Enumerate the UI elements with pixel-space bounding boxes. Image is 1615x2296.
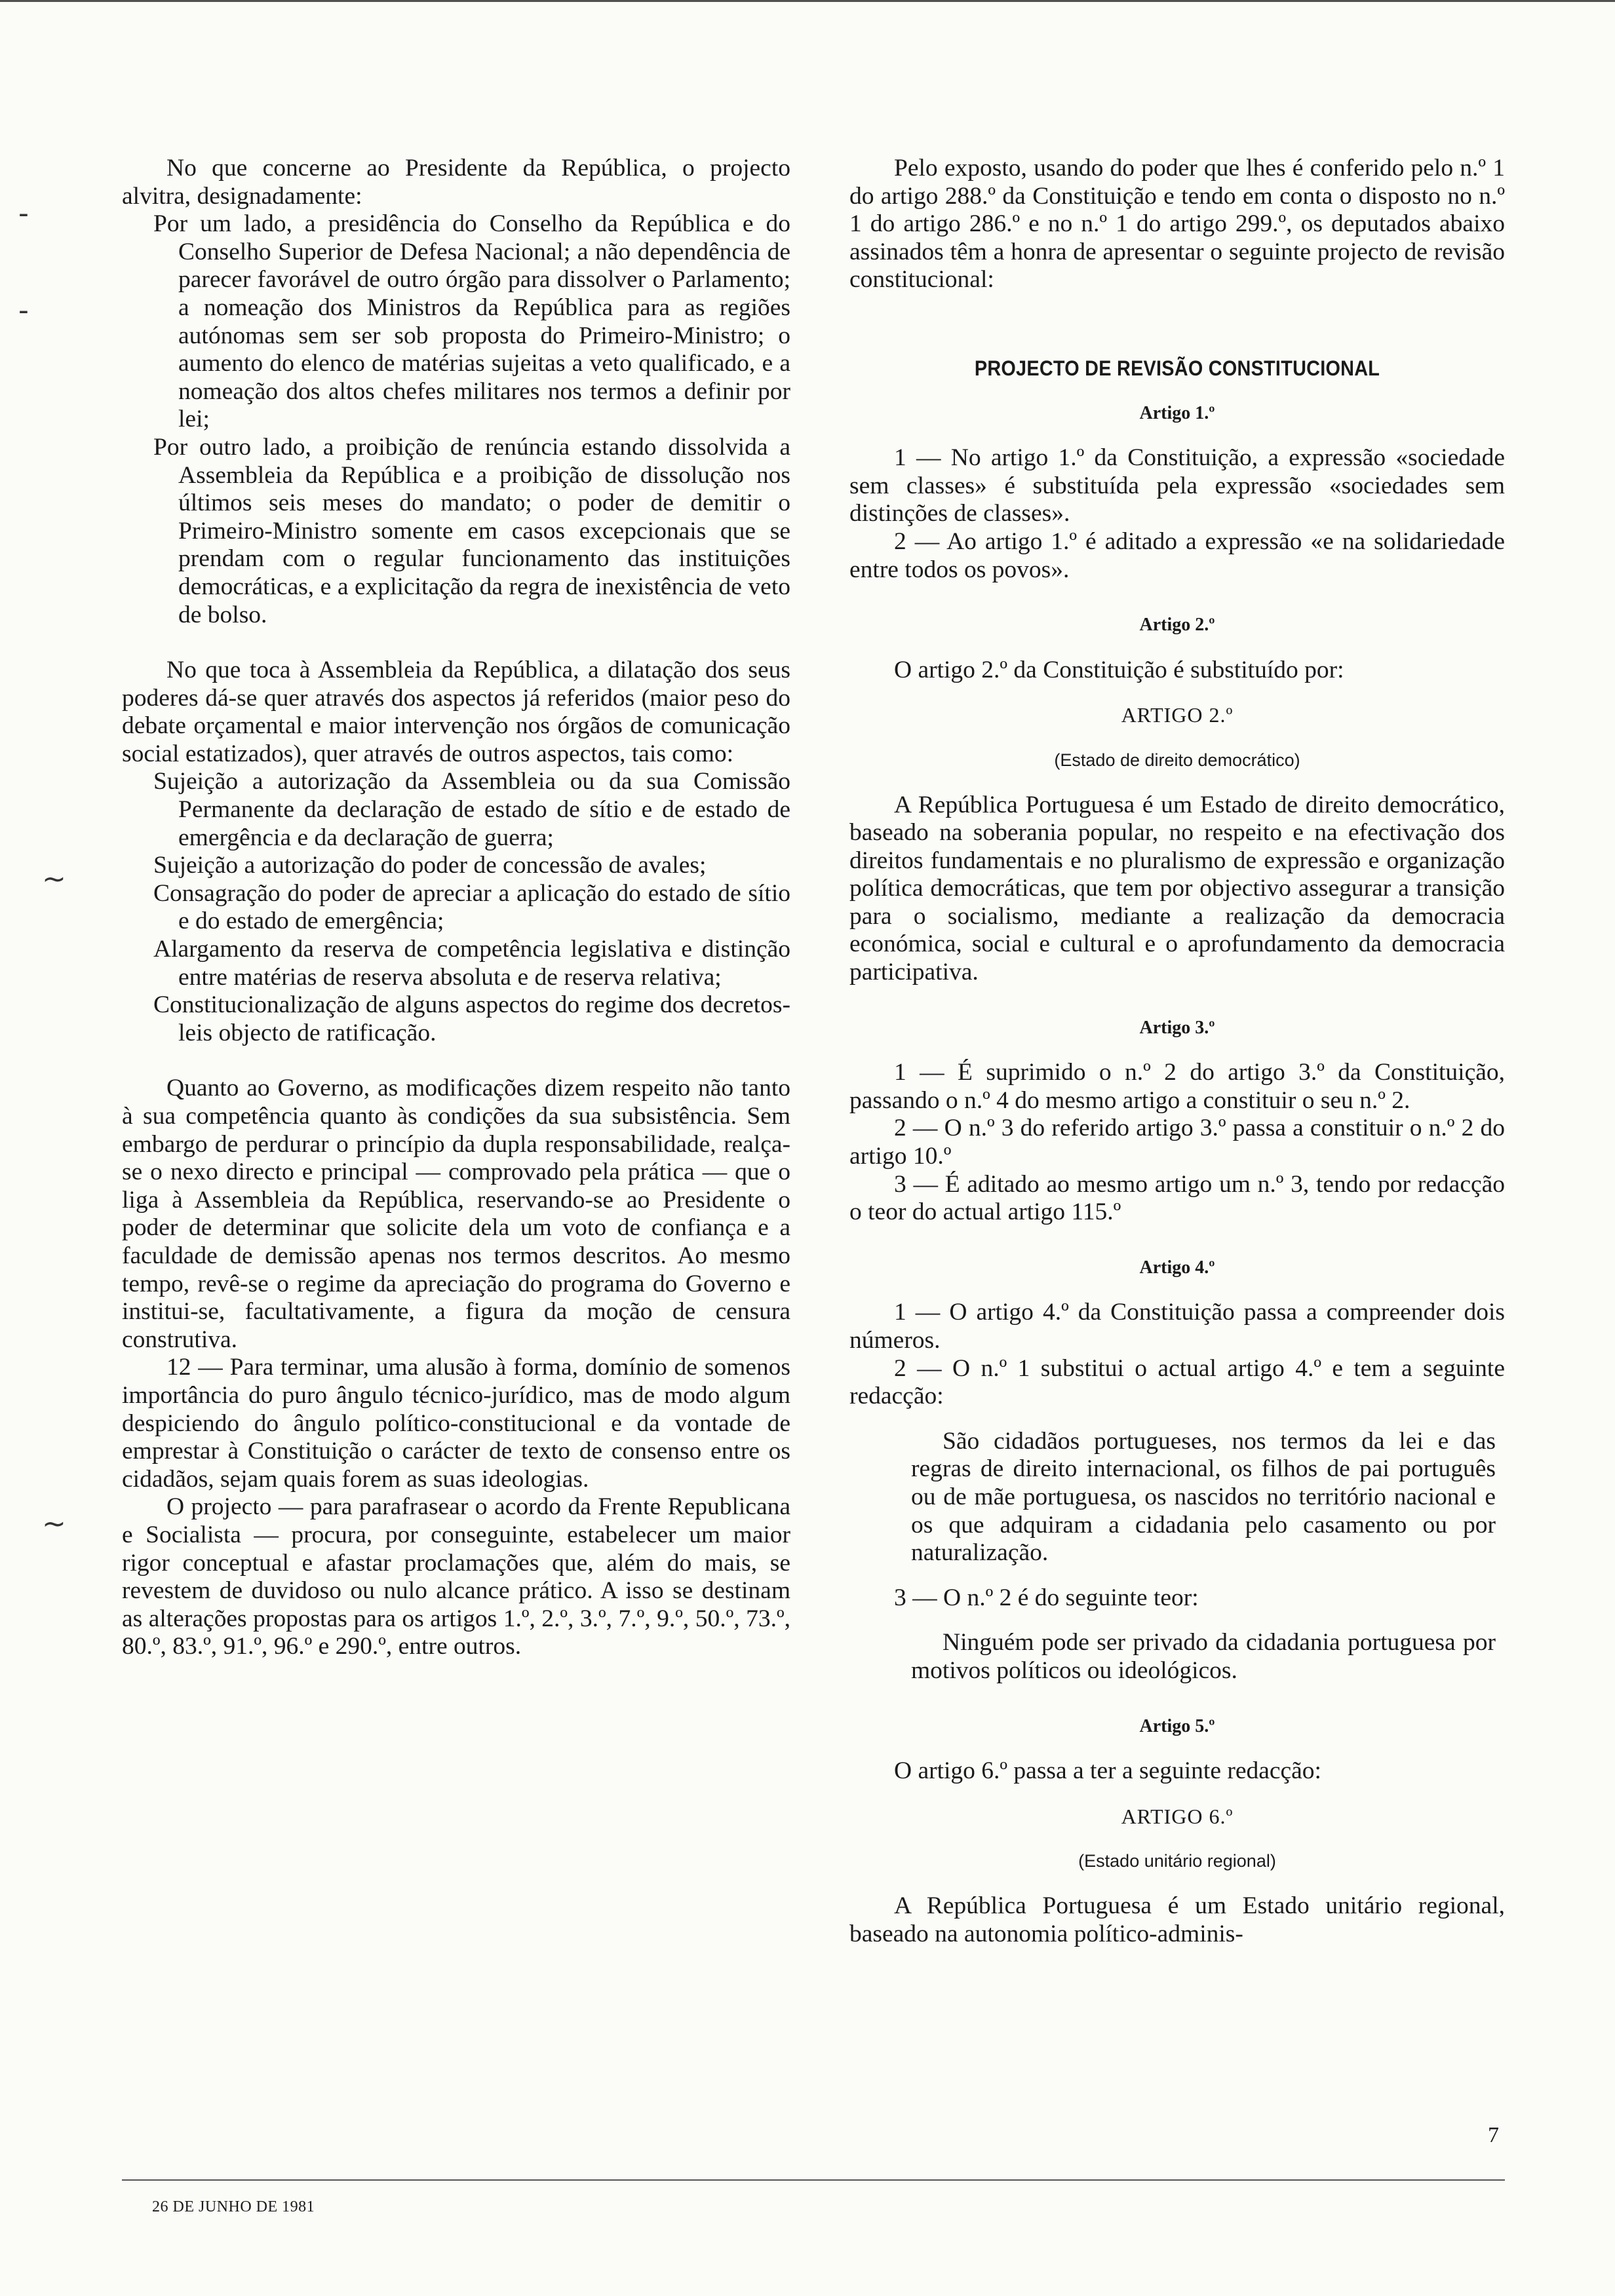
- paragraph: 2 — Ao artigo 1.º é aditado a expressão «e na solidariedade entre todos os povos».: [849, 527, 1505, 583]
- paragraph: No que toca à Assembleia da República, a dilatação dos seus poderes dá-se quer através dos aspectos já referidos (maior peso do debate orçamental e maior intervenção nos órgãos de comunicação social estatizados), quer através de outros aspectos, tais como:: [122, 657, 790, 767]
- article-title: Artigo 1.º: [1139, 402, 1215, 423]
- paragraph: 2 — O n.º 3 do referido artigo 3.º passa a constituir o n.º 2 do artigo 10.º: [849, 1115, 1505, 1170]
- article-caption: ARTIGO 2.º: [1121, 703, 1234, 727]
- article-title: Artigo 4.º: [1139, 1257, 1215, 1278]
- article-text: A República Portuguesa é um Estado de direito democrático, baseado na soberania popular, no respeito e na efectivação dos direitos fundamentais e no pluralismo de expressão e organização política democráticas, que tem por objectivo assegurar a transição para o socialismo, mediante a realização da democracia económica, social e cultural e o aprofundamento da democracia participativa.: [849, 791, 1505, 986]
- paragraph: No que concerne ao Presidente da República, o projecto alvitra, designadamente:: [122, 155, 790, 210]
- paragraph: O artigo 2.º da Constituição é substituído por:: [894, 656, 1344, 683]
- list-item: Alargamento da reserva de competência legislativa e distinção entre matérias de reserva absoluta e de reserva relativa;: [153, 936, 790, 991]
- quoted-text: Ninguém pode ser privado da cidadania portuguesa por motivos políticos ou ideológicos.: [911, 1629, 1496, 1684]
- paragraph: Quanto ao Governo, as modificações dizem respeito não tanto à sua competência quanto às condições da sua subsistência. Sem embargo de perdurar o princípio da dupla responsabilidade, realça-se o nexo directo e principal — comprovado pela prática — que o liga à Assembleia da República, reservando-se ao Presidente o poder de determinar que solicite dela um voto de confiança e a faculdade de demissão apenas nos termos descritos. Ao mesmo tempo, revê-se o regime da apreciação do programa do Governo e institui-se, facultativamente, a figura da moção de censura construtiva.: [122, 1075, 790, 1353]
- paragraph: 3 — O n.º 2 é do seguinte teor:: [894, 1584, 1199, 1611]
- section-heading: PROJECTO DE REVISÃO CONSTITUCIONAL: [974, 356, 1380, 380]
- paragraph: O artigo 6.º passa a ter a seguinte redacção:: [894, 1757, 1321, 1785]
- margin-mark: ~: [42, 1507, 66, 1540]
- list-item: Constitucionalização de alguns aspectos do regime dos decretos-leis objecto de ratificação.: [153, 991, 790, 1046]
- list-item: Por outro lado, a proibição de renúncia estando dissolvida a Assembleia da República e a proibição de dissolução nos últimos seis meses do mandato; o poder de demitir o Primeiro-Ministro somente em casos excepcionais que se prendam com o regular funcionamento das instituições democráticas, e a explicitação da regra de inexistência de veto de bolso.: [153, 433, 790, 628]
- article-title: Artigo 2.º: [1139, 615, 1215, 636]
- intro-paragraph: Pelo exposto, usando do poder que lhes é conferido pelo n.º 1 do artigo 288.º da Constituição e tendo em conta o disposto no n.º 1 do artigo 286.º e no n.º 1 do artigo 299.º, os deputados abaixo assinados têm a honra de apresentar o seguinte projecto de revisão constitucional:: [849, 155, 1505, 294]
- paragraph: 1 — É suprimido o n.º 2 do artigo 3.º da Constituição, passando o n.º 4 do mesmo artigo a constituir o seu n.º 2.: [849, 1059, 1505, 1114]
- paragraph: 1 — No artigo 1.º da Constituição, a expressão «sociedade sem classes» é substituída pela expressão «sociedades sem distinções de classes».: [849, 444, 1505, 527]
- page-top-rule: [0, 0, 1615, 8]
- paragraph: 3 — É aditado ao mesmo artigo um n.º 3, tendo por redacção o teor do actual artigo 115.º: [849, 1170, 1505, 1226]
- article-title: Artigo 5.º: [1139, 1715, 1215, 1736]
- list-item: Sujeição a autorização da Assembleia ou da sua Comissão Permanente da declaração de estado de sítio e de estado de emergência e da declaração de guerra;: [153, 768, 790, 851]
- footer-date: 26 DE JUNHO DE 1981: [152, 2198, 315, 2215]
- paragraph: 1 — O artigo 4.º da Constituição passa a compreender dois números.: [849, 1299, 1505, 1354]
- paragraph: O projecto — para parafrasear o acordo da Frente Republicana e Socialista — procura, por conseguinte, estabelecer um maior rigor conceptual e afastar proclamações que, além do mais, se revestem de duvidoso ou nulo alcance prático. A isso se destinam as alterações propostas para os artigos 1.º, 2.º, 3.º, 7.º, 9.º, 50.º, 73.º, 80.º, 83.º, 91.º, 96.º e 290.º, entre outros.: [122, 1493, 790, 1660]
- page-number: 7: [1488, 2123, 1499, 2147]
- margin-mark: -: [18, 294, 29, 327]
- article-subtitle: (Estado de direito democrático): [1054, 750, 1300, 770]
- footer-rule: [122, 2179, 1505, 2181]
- list-item: Sujeição a autorização do poder de concessão de avales;: [153, 852, 707, 879]
- paragraph: 2 — O n.º 1 substitui o actual artigo 4.º e tem a seguinte redacção:: [849, 1354, 1505, 1410]
- left-column: [122, 155, 790, 1661]
- list-item: Por um lado, a presidência do Conselho da República e do Conselho Superior de Defesa Nacional; a não dependência de parecer favorável de outro órgão para dissolver o Parlamento; a nomeação dos Ministros da República para as regiões autónomas sem ser sob proposta do Primeiro-Ministro; o aumento do elenco de matérias sujeitas a veto qualificado, e a nomeação dos altos chefes militares nos termos a definir por lei;: [153, 210, 790, 433]
- paragraph: 12 — Para terminar, uma alusão à forma, domínio de somenos importância do puro ângulo técnico-jurídico, mas de modo algum despiciendo do ângulo político-constitucional e da vontade de emprestar à Constituição o carácter de texto de consenso entre os cidadãos, sejam quais forem as suas ideologias.: [122, 1354, 790, 1493]
- list-item: Consagração do poder de apreciar a aplicação do estado de sítio e do estado de emergência;: [153, 879, 790, 935]
- margin-mark: ~: [42, 862, 66, 896]
- right-column: [849, 155, 1505, 1948]
- article-subtitle: (Estado unitário regional): [1078, 1851, 1276, 1871]
- article-caption: ARTIGO 6.º: [1121, 1804, 1234, 1828]
- article-title: Artigo 3.º: [1139, 1017, 1215, 1038]
- article-text: A República Portuguesa é um Estado unitário regional, baseado na autonomia político-adminis-: [849, 1892, 1505, 1947]
- quoted-text: São cidadãos portugueses, nos termos da lei e das regras de direito internacional, os filhos de pai português ou de mãe portuguesa, os nascidos no território nacional e os que adquiram a cidadania pelo casamento ou por naturalização.: [911, 1427, 1496, 1567]
- margin-mark: -: [18, 197, 29, 230]
